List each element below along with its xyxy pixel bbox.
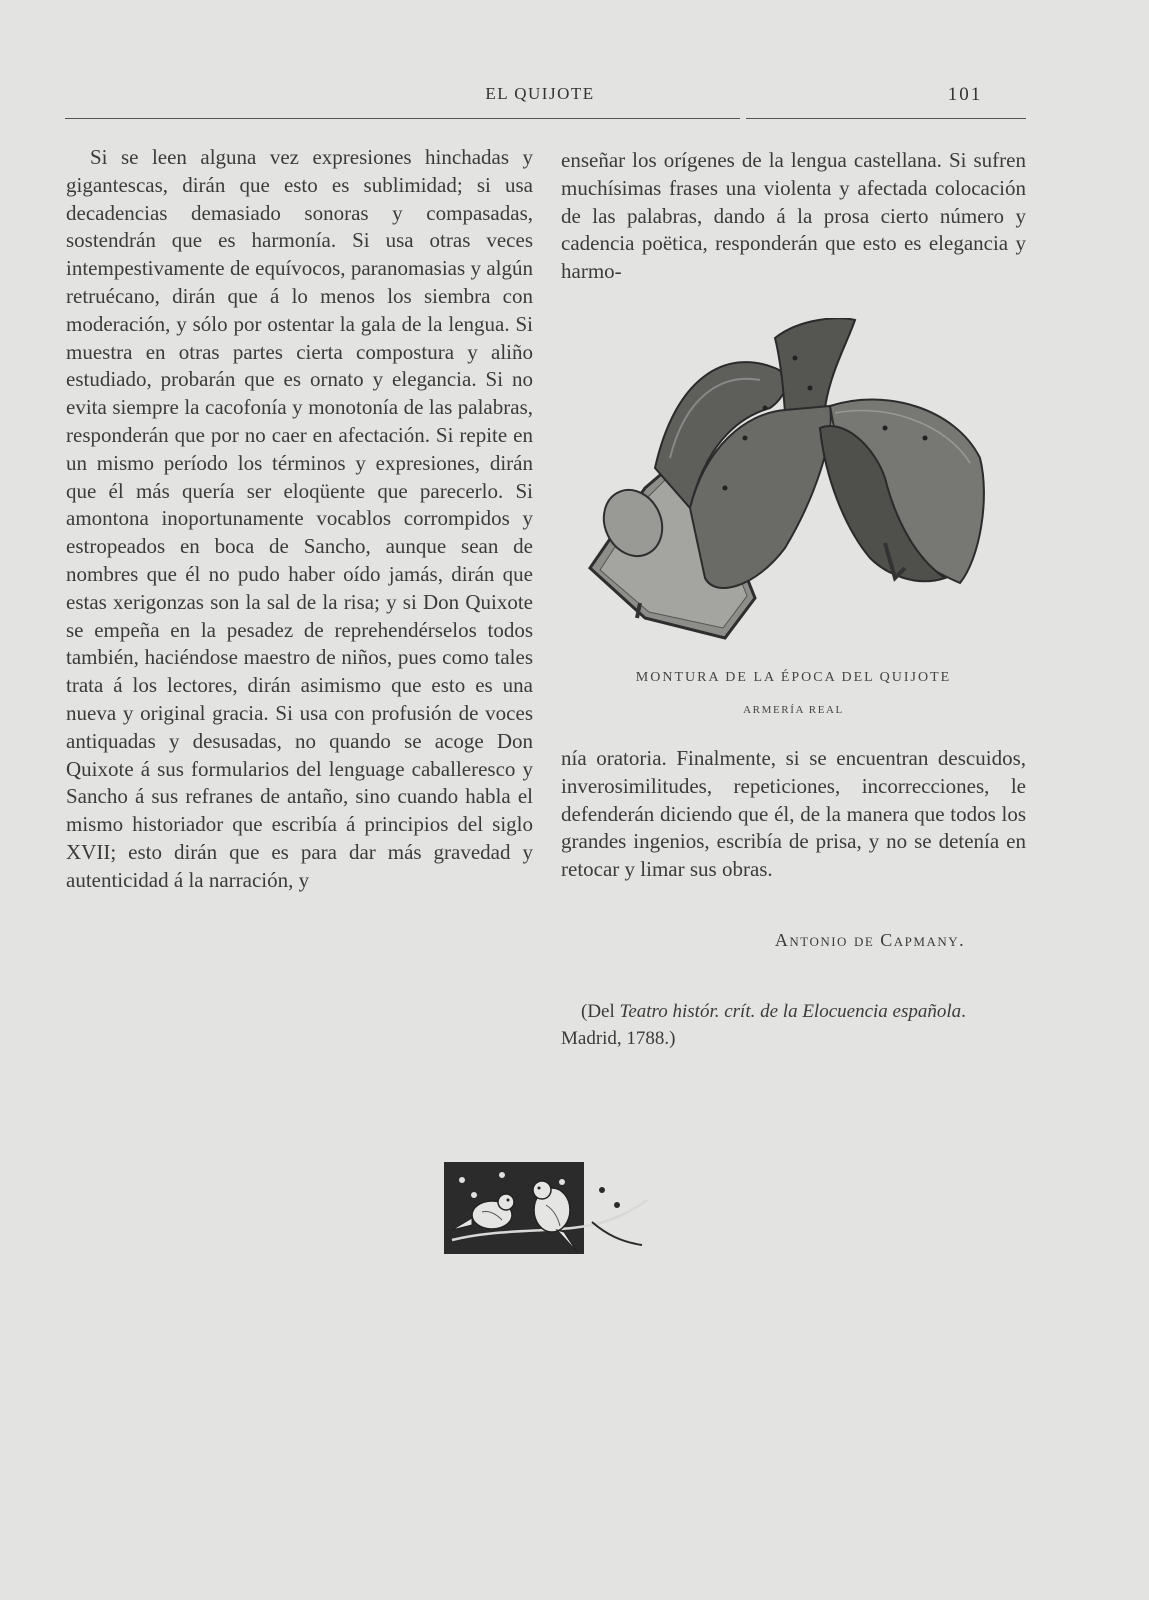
page-number: 101	[947, 84, 983, 105]
right-column-top-paragraph: enseñar los orígenes de la lengua castellana. Si sufren muchísimas frases una violenta y afectada colocación de las palabras, dando á la prosa cierto número y cadencia poëtica, responderán que esto es elegancia y harmo-	[561, 148, 1026, 284]
left-column	[66, 144, 533, 895]
author-signature: Antonio de Capmany.	[774, 930, 966, 950]
right-column-bottom-paragraph: nía oratoria. Finalmente, si se encuentran descuidos, inverosimilitudes, repeticiones, incorrecciones, le defenderán diciendo que él, de la manera que todos los grandes ingenios, escribía de prisa, y no se detenía en retocar y limar sus obras.	[561, 746, 1026, 882]
left-column-paragraph: Si se leen alguna vez expresiones hinchadas y gigantescas, dirán que esto es sublimidad; si usa decadencias demasiado sonoras y compasadas, sostendrán que es harmonía. Si usa otras veces intempestivamente de equívocos, paranomasias y algún retruécano, dirán que á lo menos los siembra con moderación, y sólo por ostentar la gala de la lengua. Si muestra en otras partes cierta compostura y aliño estudiado, probarán que es ornato y elegancia. Si no evita siempre la cacofonía y monotonía de las palabras, responderán que por no caer en afectación. Si repite en un mismo período los términos y expresiones, dirán que él más quería ser eloqüente que parecerlo. Si amontona inoportunamente vocablos corrompidos y estropeados en boca de Sancho, aunque sean de nombres que él no pudo haber oído jamás, dirán que estas xerigonzas son la sal de la risa; y si Don Quixote se empeña en la pesadez de reprehendérselos todos también, haciéndose maestro de niños, pues como tales trata á los lectores, dirán asimismo que esto es una nueva y original gracia. Si usa con profusión de voces antiquadas y desusadas, no quando se acoge Don Quixote á sus formularios del lenguage caballeresco y Sancho á sus refranes de antaño, sino cuando habla el mismo historiador que escribía á principios del siglo XVII; esto dirán que es para dar más gravedad y autenticidad á la narración, y	[66, 145, 533, 892]
saddle-illustration	[585, 318, 1005, 653]
source-title: Teatro histór. crít. de la Elocuencia española	[619, 1001, 962, 1022]
figure-subcaption: ARMERÍA REAL	[743, 704, 844, 716]
header-rule-right	[746, 118, 1026, 119]
right-column-bottom	[561, 745, 1026, 884]
birds-vignette	[442, 1160, 652, 1260]
right-column-top	[561, 147, 1026, 286]
figure-caption: MONTURA DE LA ÉPOCA DEL QUIJOTE	[635, 670, 952, 685]
source-citation	[561, 998, 1026, 1052]
source-suffix: . Madrid, 1788.)	[561, 1001, 966, 1049]
saddle-engraving	[585, 318, 1005, 653]
running-title: EL QUIJOTE	[485, 84, 595, 103]
header-rule-left	[65, 118, 740, 119]
birds-ornament	[442, 1160, 652, 1260]
source-prefix: (Del	[581, 1001, 620, 1022]
